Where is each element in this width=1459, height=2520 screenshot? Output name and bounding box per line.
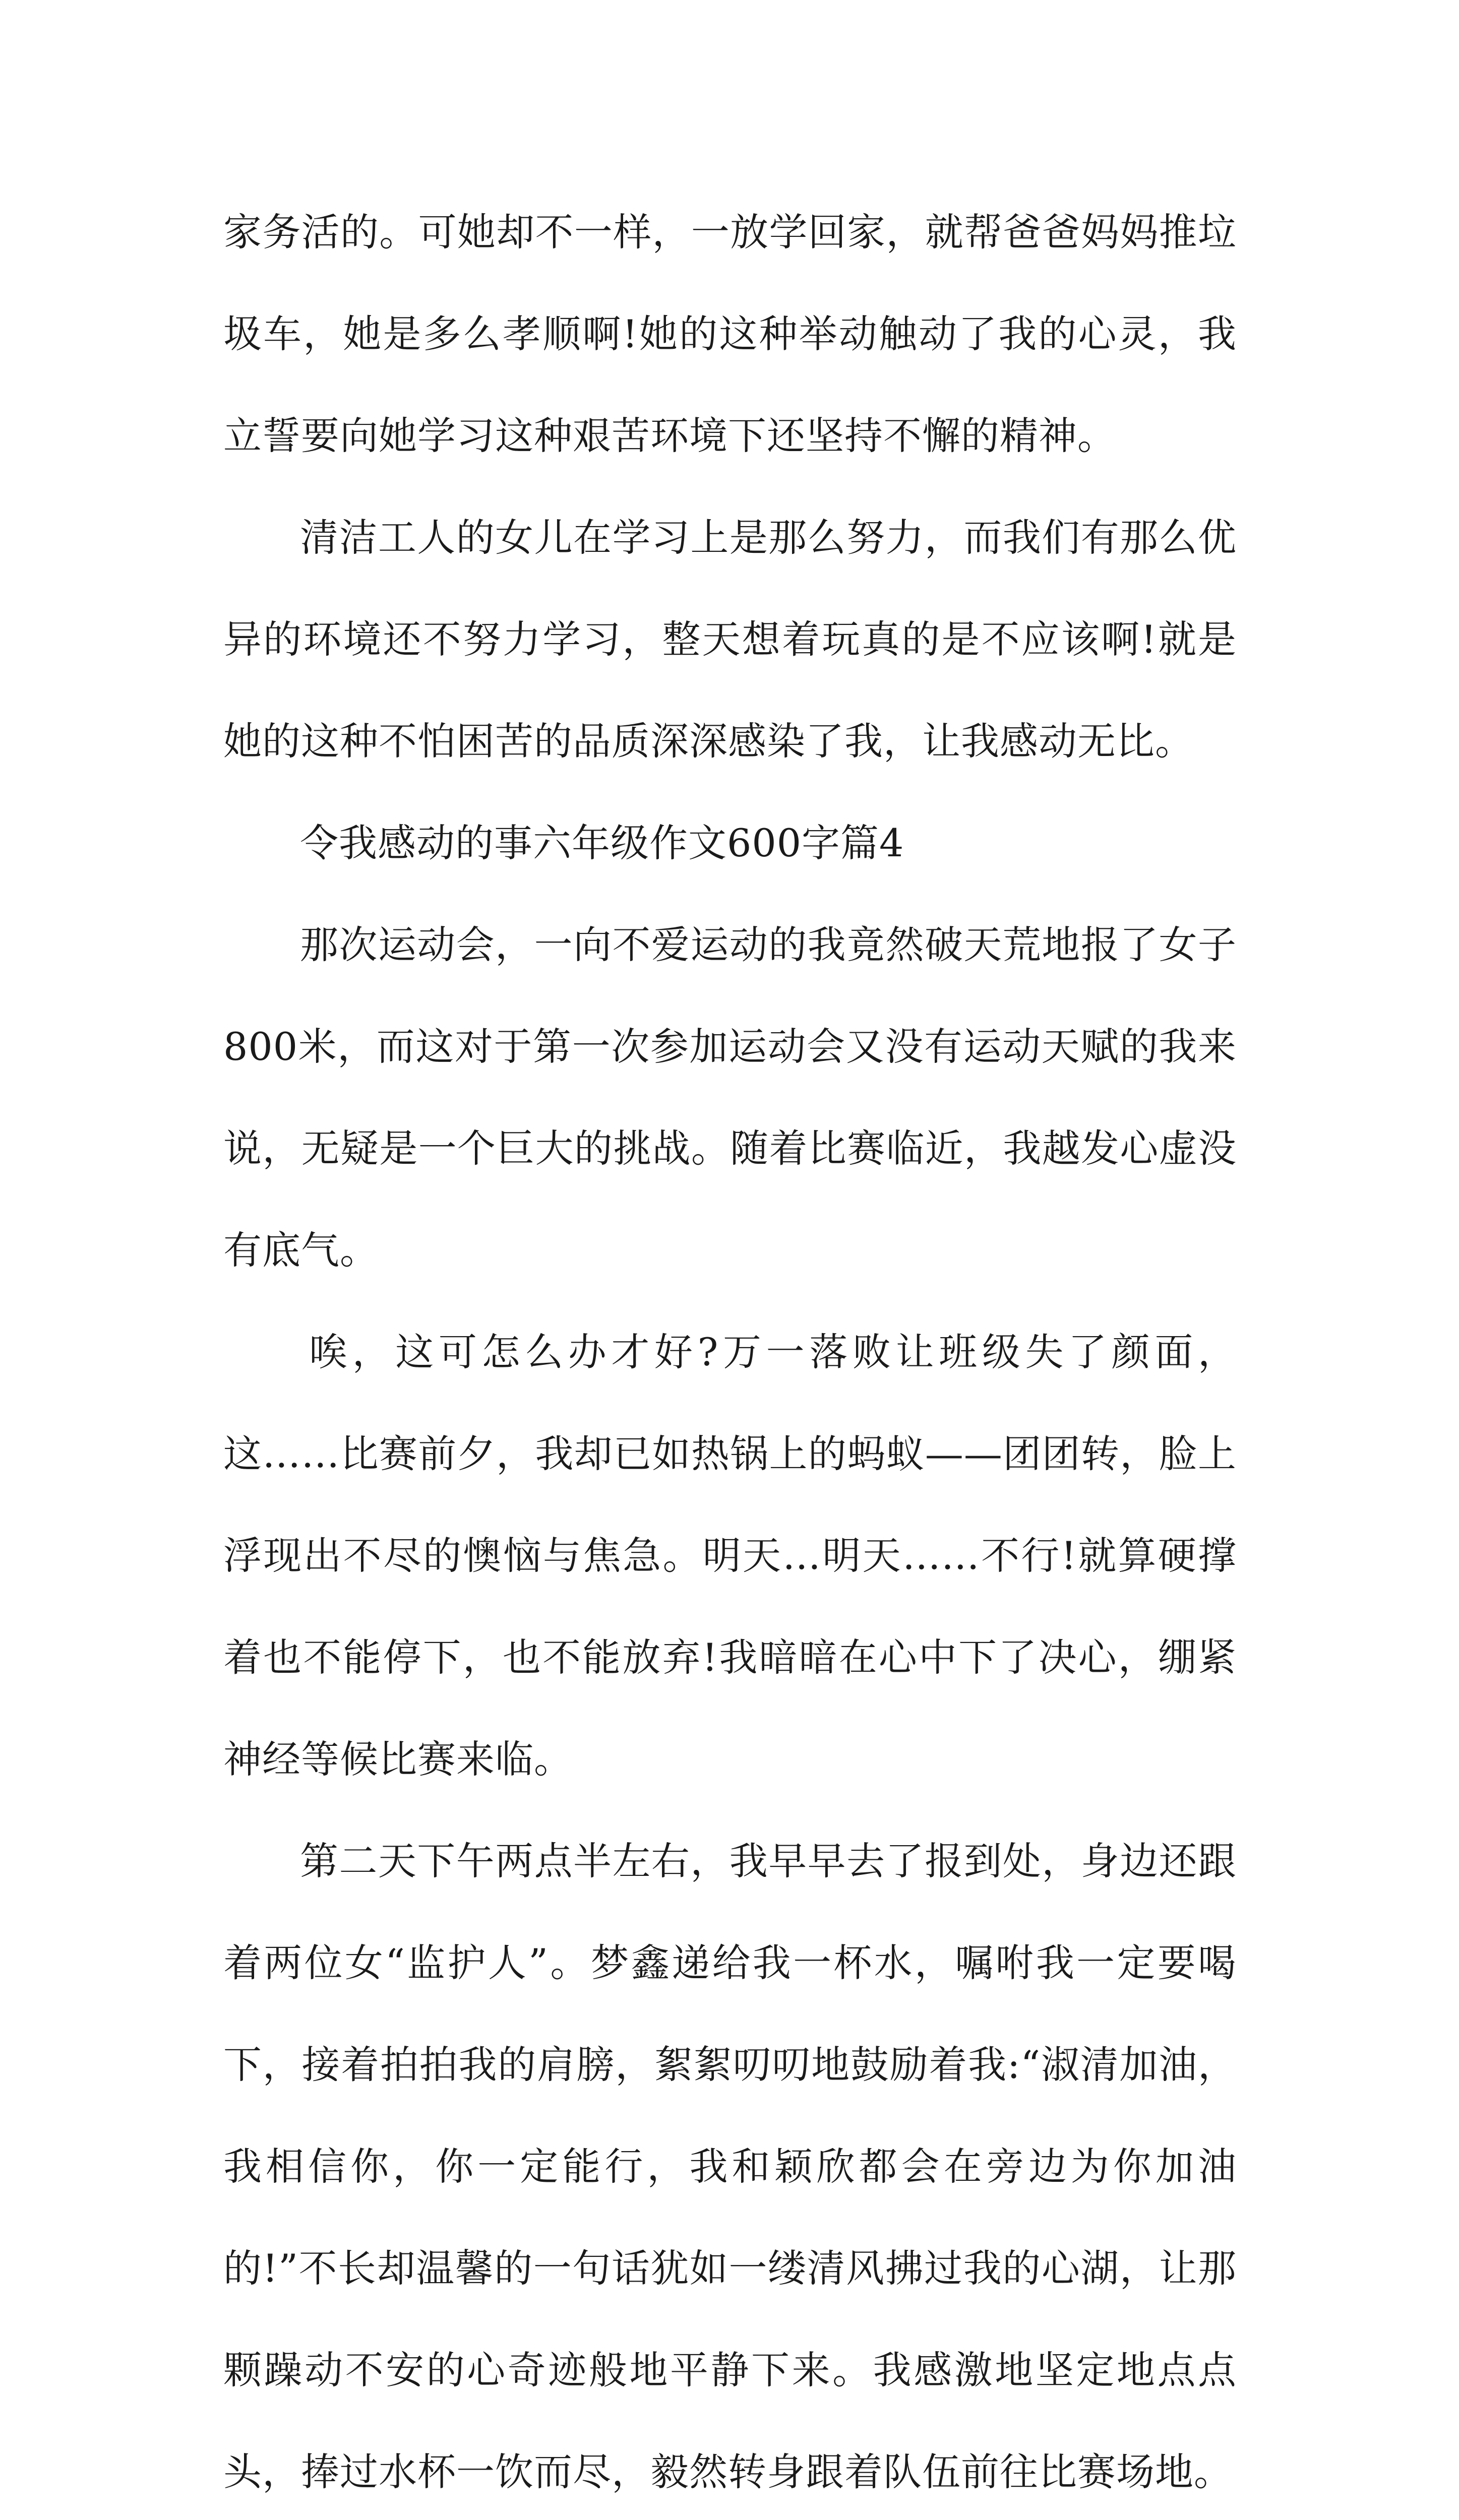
paragraph-1: 家务活的。可她却不一样，一放学回家，就帮爸爸妈妈推垃圾车，她是多么孝顺啊!她的这种举动触动了我的心灵，我立誓要向她学习这种艰苦环境下还坚持不懈的精神。 bbox=[223, 210, 1237, 458]
paragraph-3: 那次运动会，一向不爱运动的我竟然破天荒地报了女子800米，而这对于第一次参加运动会又没有运动天赋的我来说，无疑是一个巨大的挑战。随着比赛临近，我越发心虚没有底气。 bbox=[223, 922, 1237, 1273]
paragraph-2: 清洁工人的女儿在学习上是那么努力，而我们有那么优异的环境还不努力学习，整天想着玩真的是不应该啊!就是她的这种不怕困苦的品质深深感染了我，让我感动无比。 bbox=[223, 515, 1237, 764]
paragraph-4: 唉，这可怎么办才好?万一落败让班级失了颜面，这……比赛前夕，我却已如热锅上的蚂蚁——团团转，脸上浮现出不尽的懊恼与焦急。明天…明天……不行!就算硬撑着也不能停下，也不能放弃!我暗暗在心中下了决心，绷紧神经等候比赛来临。 bbox=[223, 1330, 1237, 1782]
paragraph-5: 第二天下午两点半左右，我早早去了报到处，身边还跟着两位女“监护人”。梦鑫递给我一杯水，嘱咐我一定要喝下，接着拍拍我的肩膀，絮絮叨叨地鼓励着我:“淑清加油，我相信你，你一定能行，我和颖欣都会在旁边为你加油的!”不长却温馨的一句话犹如一缕清风拂过我的心湖，让那颗躁动不安的心奇迹般地平静下来。我感激地坚定地点点头，捧过水杯一饮而尽，毅然转身跟着队伍前往比赛场地。 bbox=[223, 1839, 1237, 2494]
document-body bbox=[223, 181, 1237, 2520]
section-heading: 令我感动的事六年级作文600字篇4 bbox=[300, 821, 904, 865]
